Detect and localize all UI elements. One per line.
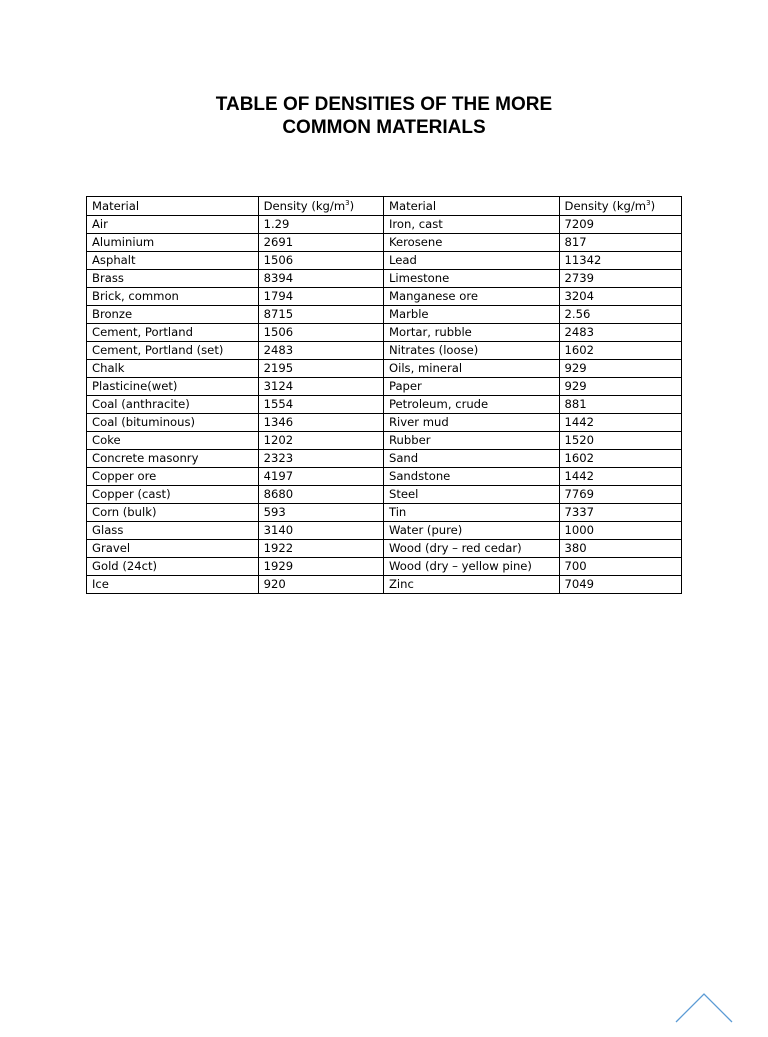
density-left-label: Density (kg/m [263,199,346,213]
material-left-cell: Brick, common [87,288,259,306]
material-right-cell: River mud [383,414,559,432]
density-right-close: ) [650,199,656,213]
density-left-cell: 1506 [258,252,383,270]
table-row [87,450,682,468]
material-right-cell: Tin [383,504,559,522]
column-header-material-right: Material [383,197,559,216]
table-row [87,342,682,360]
table-row [87,396,682,414]
table-header-row [87,197,682,216]
density-right-cell: 7769 [559,486,681,504]
table-row [87,234,682,252]
material-left-cell: Bronze [87,306,259,324]
material-right-cell: Wood (dry – red cedar) [383,540,559,558]
table-row [87,414,682,432]
density-left-cell: 2195 [258,360,383,378]
density-right-cell: 2483 [559,324,681,342]
density-left-cell: 8680 [258,486,383,504]
material-right-cell: Water (pure) [383,522,559,540]
material-right-cell: Wood (dry – yellow pine) [383,558,559,576]
material-left-cell: Gold (24ct) [87,558,259,576]
material-right-cell: Kerosene [383,234,559,252]
material-left-cell: Gravel [87,540,259,558]
density-right-cell: 2739 [559,270,681,288]
table-row [87,504,682,522]
density-right-cell: 700 [559,558,681,576]
density-left-cell: 8394 [258,270,383,288]
material-right-cell: Petroleum, crude [383,396,559,414]
density-left-cell: 1202 [258,432,383,450]
page-title-line-1: TABLE OF DENSITIES OF THE MORE [215,94,553,115]
material-left-cell: Brass [87,270,259,288]
table-row [87,486,682,504]
density-right-cell: 7209 [559,216,681,234]
material-left-cell: Aluminium [87,234,259,252]
table-row [87,540,682,558]
density-right-cell: 1442 [559,414,681,432]
diamond-outline-icon [670,992,740,1037]
material-right-cell: Limestone [383,270,559,288]
material-left-cell: Ice [87,576,259,594]
density-left-cell: 920 [258,576,383,594]
material-left-cell: Coal (anthracite) [87,396,259,414]
material-left-cell: Copper ore [87,468,259,486]
material-left-cell: Cement, Portland (set) [87,342,259,360]
table-row [87,468,682,486]
table-row [87,576,682,594]
material-left-cell: Corn (bulk) [87,504,259,522]
density-left-cell: 593 [258,504,383,522]
density-right-cell: 1442 [559,468,681,486]
material-right-cell: Iron, cast [383,216,559,234]
density-right-cell: 881 [559,396,681,414]
material-left-cell: Concrete masonry [87,450,259,468]
material-left-cell: Coal (bituminous) [87,414,259,432]
density-right-cell: 1520 [559,432,681,450]
density-table [86,196,682,594]
material-right-cell: Sandstone [383,468,559,486]
material-right-cell: Oils, mineral [383,360,559,378]
density-right-cell: 1000 [559,522,681,540]
density-left-cell: 1554 [258,396,383,414]
density-right-cell: 11342 [559,252,681,270]
density-left-cell: 1794 [258,288,383,306]
material-left-cell: Glass [87,522,259,540]
density-left-cell: 2691 [258,234,383,252]
table-row [87,306,682,324]
table-row [87,378,682,396]
column-header-density-left [258,197,383,216]
density-left-cell: 1506 [258,324,383,342]
material-left-cell: Plasticine(wet) [87,378,259,396]
density-left-cell: 1929 [258,558,383,576]
material-right-cell: Manganese ore [383,288,559,306]
material-right-cell: Sand [383,450,559,468]
density-right-cell: 7337 [559,504,681,522]
table-row [87,216,682,234]
column-header-density-right [559,197,681,216]
material-right-cell: Paper [383,378,559,396]
density-right-cell: 3204 [559,288,681,306]
material-left-cell: Air [87,216,259,234]
density-left-cell: 2323 [258,450,383,468]
material-left-cell: Copper (cast) [87,486,259,504]
page-title [0,93,768,139]
material-left-cell: Chalk [87,360,259,378]
table-row [87,288,682,306]
table-row [87,432,682,450]
material-right-cell: Zinc [383,576,559,594]
density-left-cell: 2483 [258,342,383,360]
table-row [87,522,682,540]
table-row [87,558,682,576]
density-right-cell: 929 [559,378,681,396]
density-right-cell: 1602 [559,342,681,360]
density-right-exponent: 3 [646,199,651,208]
table-body [87,216,682,594]
density-left-cell: 4197 [258,468,383,486]
page-title-line-2: COMMON MATERIALS [282,117,486,138]
table-row [87,360,682,378]
density-right-cell: 1602 [559,450,681,468]
density-right-cell: 380 [559,540,681,558]
material-left-cell: Coke [87,432,259,450]
density-left-cell: 3124 [258,378,383,396]
density-left-exponent: 3 [345,199,350,208]
density-left-cell: 1346 [258,414,383,432]
material-right-cell: Steel [383,486,559,504]
density-right-cell: 817 [559,234,681,252]
material-right-cell: Lead [383,252,559,270]
table-row [87,252,682,270]
material-left-cell: Asphalt [87,252,259,270]
table-row [87,270,682,288]
density-left-cell: 8715 [258,306,383,324]
density-right-label: Density (kg/m [564,199,647,213]
column-header-material-left: Material [87,197,259,216]
material-right-cell: Marble [383,306,559,324]
table-row [87,324,682,342]
material-left-cell: Cement, Portland [87,324,259,342]
density-left-close: ) [349,199,355,213]
density-right-cell: 929 [559,360,681,378]
density-left-cell: 1.29 [258,216,383,234]
material-right-cell: Nitrates (loose) [383,342,559,360]
material-right-cell: Rubber [383,432,559,450]
material-right-cell: Mortar, rubble [383,324,559,342]
density-right-cell: 7049 [559,576,681,594]
density-left-cell: 3140 [258,522,383,540]
density-right-cell: 2.56 [559,306,681,324]
density-left-cell: 1922 [258,540,383,558]
